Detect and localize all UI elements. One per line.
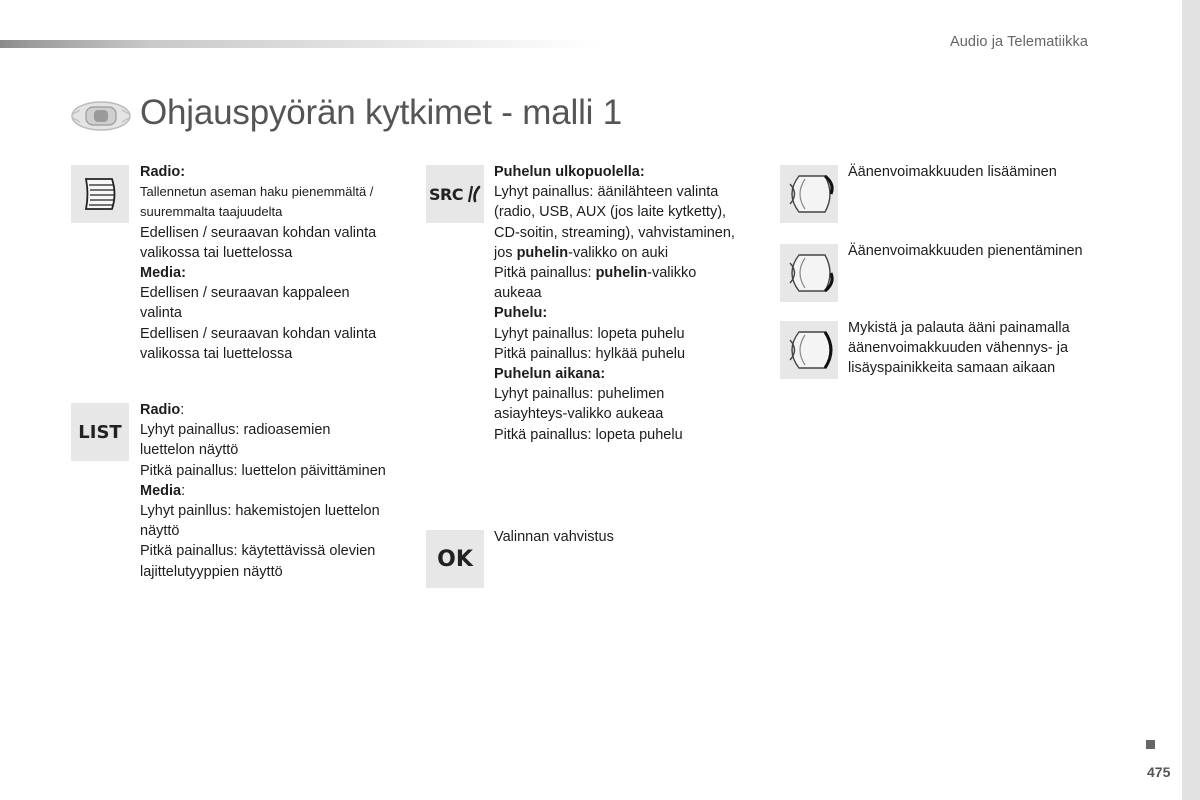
src-description xyxy=(494,162,735,445)
description-line: Äänenvoimakkuuden pienentäminen xyxy=(848,243,1083,259)
description-line: Valinnan vahvistus xyxy=(494,529,614,545)
description-line: Pitkä painallus: puhelin-valikko xyxy=(494,265,697,282)
page-title: Ohjauspyörän kytkimet - malli 1 xyxy=(140,93,623,132)
description-line: valikossa tai luettelossa xyxy=(140,345,293,362)
list-button-label: LIST xyxy=(78,421,122,443)
description-line: näyttö xyxy=(140,523,180,540)
radio-scroll-description xyxy=(140,162,376,364)
description-line: Pitkä painallus: luettelon päivittäminen xyxy=(140,462,386,479)
description-line: Edellisen / seuraavan kohdan valinta xyxy=(140,224,377,241)
ok-description xyxy=(494,527,614,547)
description-line: Lyhyt painallus: lopeta puhelu xyxy=(494,325,685,342)
list-description xyxy=(140,400,386,582)
list-button xyxy=(71,403,129,461)
volume-up-icon xyxy=(783,168,835,220)
description-line: lajittelutyyppien näyttö xyxy=(140,563,283,580)
description-line: Media: xyxy=(140,482,186,499)
description-line: äänenvoimakkuuden vähennys- ja xyxy=(848,340,1069,357)
description-line: aukeaa xyxy=(494,285,542,302)
description-line: Lyhyt painallus: puhelimen xyxy=(494,386,665,403)
description-line: Pitkä painallus: hylkää puhelu xyxy=(494,345,686,362)
description-line: lisäyspainikkeita samaan aikaan xyxy=(848,360,1056,377)
description-line: Edellisen / seuraavan kappaleen xyxy=(140,285,350,302)
description-line: Puhelun aikana: xyxy=(494,366,606,383)
description-line: suuremmalta taajuudelta xyxy=(140,204,283,220)
page-number: 475 xyxy=(1147,764,1171,780)
description-line: Tallennetun aseman haku pienemmältä / xyxy=(140,184,374,200)
description-line: luettelon näyttö xyxy=(140,442,239,459)
description-line: Lyhyt painallus: äänilähteen valinta xyxy=(494,184,719,201)
description-line: Puhelu: xyxy=(494,305,548,322)
description-line: Edellisen / seuraavan kohdan valinta xyxy=(140,325,377,342)
mute-control xyxy=(780,321,838,379)
section-header: Audio ja Telematiikka xyxy=(950,34,1089,50)
description-line: Äänenvoimakkuuden lisääminen xyxy=(848,164,1057,180)
description-line: (radio, USB, AUX (jos laite kytketty), xyxy=(494,204,727,221)
phone-icon xyxy=(465,185,481,203)
radio-scroll-control xyxy=(71,165,129,223)
description-line: Radio: xyxy=(140,164,186,180)
description-line: Pitkä painallus: käytettävissä olevien xyxy=(140,543,376,560)
volume-down-control xyxy=(780,244,838,302)
volume-down-icon xyxy=(783,247,835,299)
steering-switch-icon xyxy=(70,98,132,134)
src-phone-button xyxy=(426,165,484,223)
description-line: valikossa tai luettelossa xyxy=(140,244,293,261)
description-line: Lyhyt painallus: radioasemien xyxy=(140,422,331,439)
page-edge-strip xyxy=(1182,0,1200,800)
mute-description xyxy=(848,318,1070,379)
description-line: valinta xyxy=(140,305,182,322)
mute-icon xyxy=(783,324,835,376)
description-line: Puhelun ulkopuolella: xyxy=(494,164,645,180)
description-line: jos puhelin-valikko on auki xyxy=(494,244,669,261)
src-button-label: SRC xyxy=(428,184,464,204)
description-line: Lyhyt painllus: hakemistojen luettelon xyxy=(140,503,380,520)
volume-down-description xyxy=(848,241,1083,261)
header-decor-bar xyxy=(0,40,600,48)
description-line: asiayhteys-valikko aukeaa xyxy=(494,406,664,423)
volume-up-description xyxy=(848,162,1057,182)
thumbwheel-icon xyxy=(80,177,120,211)
page-marker xyxy=(1146,740,1155,749)
description-line: Radio: xyxy=(140,402,185,418)
description-line: Pitkä painallus: lopeta puhelu xyxy=(494,426,683,443)
ok-button-label: OK xyxy=(437,546,473,572)
volume-up-control xyxy=(780,165,838,223)
description-line: Mykistä ja palauta ääni painamalla xyxy=(848,320,1070,336)
description-line: Media: xyxy=(140,265,186,282)
description-line: CD-soitin, streaming), vahvistaminen, xyxy=(494,224,735,241)
ok-button xyxy=(426,530,484,588)
